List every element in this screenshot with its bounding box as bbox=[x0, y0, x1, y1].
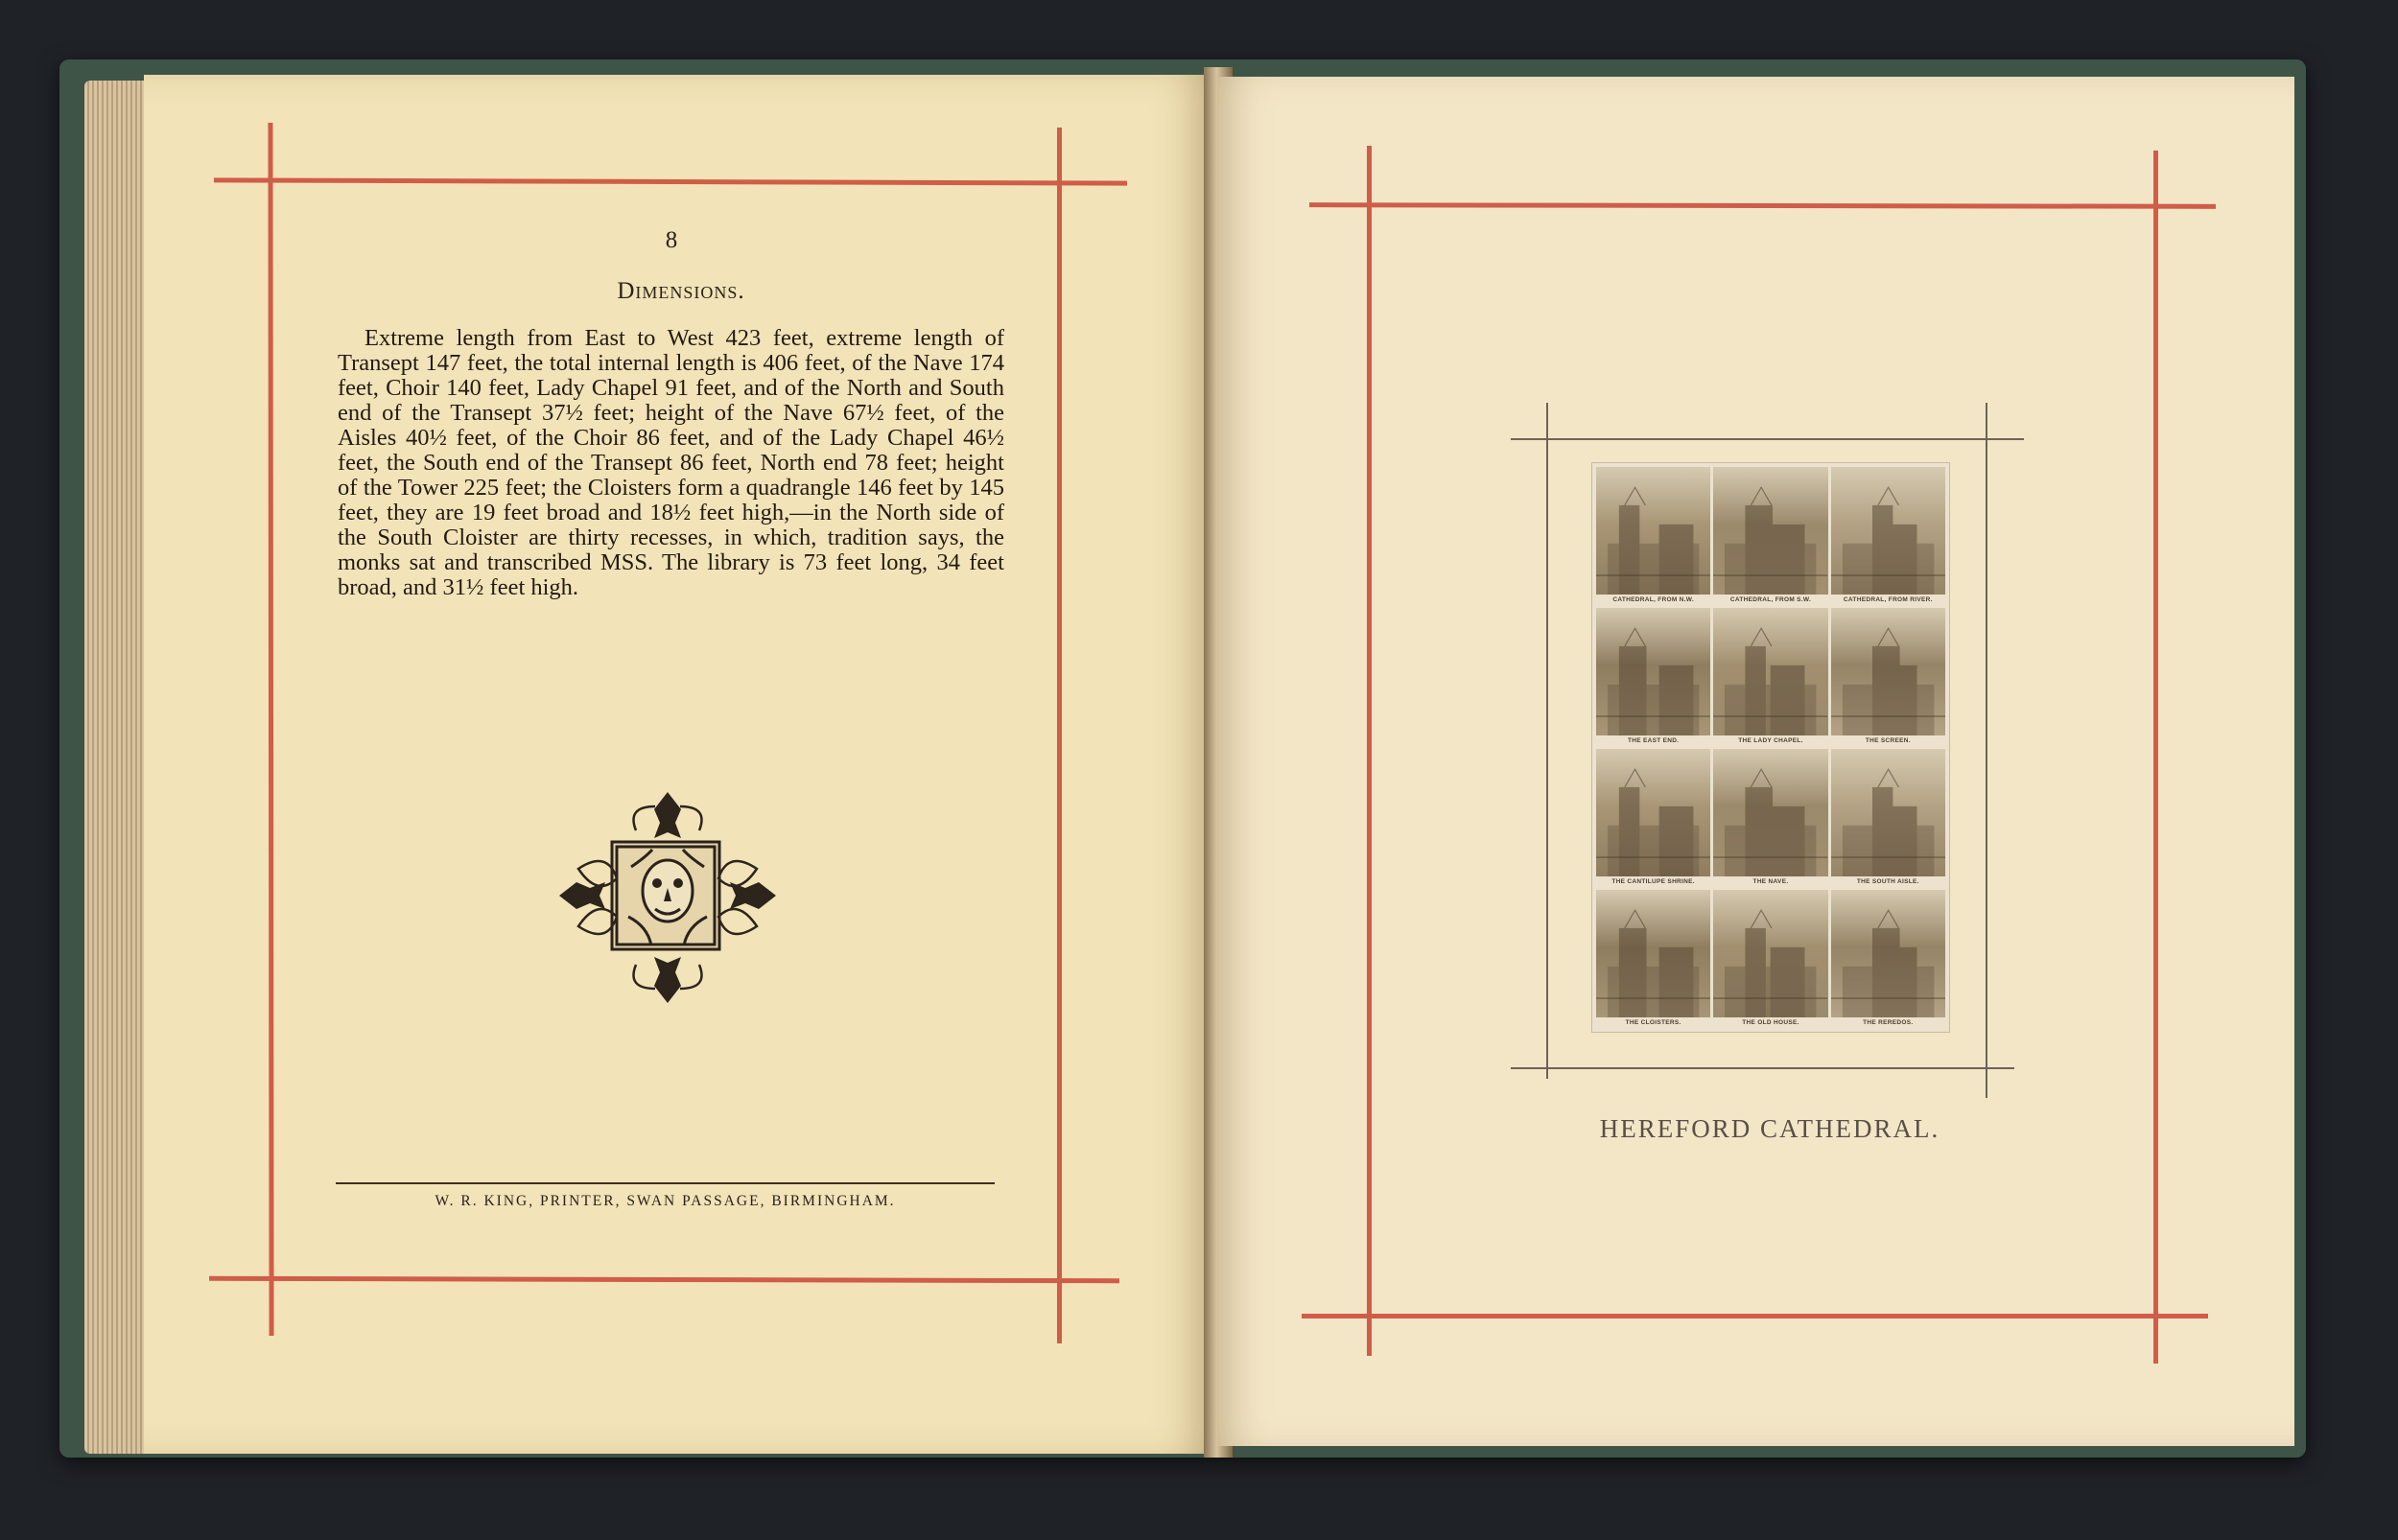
photo-caption: CATHEDRAL, FROM RIVER. bbox=[1843, 596, 1933, 603]
plate-photo bbox=[1831, 467, 1945, 605]
photo-caption: THE REREDOS. bbox=[1863, 1019, 1914, 1026]
plate-photo bbox=[1713, 467, 1827, 605]
plate-photo bbox=[1713, 749, 1827, 887]
photo-caption: CATHEDRAL, FROM S.W. bbox=[1729, 596, 1812, 603]
photo-image bbox=[1596, 608, 1710, 735]
photo-image bbox=[1596, 749, 1710, 876]
section-heading: Dimensions. bbox=[617, 278, 745, 304]
photo-caption: THE NAVE. bbox=[1752, 878, 1789, 885]
photo-caption: THE SOUTH AISLE. bbox=[1856, 878, 1919, 885]
photo-image bbox=[1831, 749, 1945, 876]
photo-caption: THE OLD HOUSE. bbox=[1742, 1019, 1799, 1026]
plate-photo bbox=[1831, 890, 1945, 1028]
plate-photo bbox=[1713, 890, 1827, 1028]
photo-image bbox=[1831, 890, 1945, 1017]
printer-divider bbox=[336, 1182, 995, 1184]
plate-photo bbox=[1596, 749, 1710, 887]
photo-image bbox=[1831, 608, 1945, 735]
dimensions-paragraph: Extreme length from East to West 423 feet, extreme length of Transept 147 feet, the total internal length is 406 feet, of the Nave 174 feet, Choir 140 feet, Lady Chapel 91 feet, and of the North and South end of the Transept 37½ feet; height of the Nave 67½ feet, of the Aisles 40½ feet, of the Choir 86 feet, and of the Lady Chapel 46½ feet, the South end of the Transept 86 feet, North end 78 feet; height of the Tower 225 feet; the Cloisters form a quadrangle 146 feet by 145 feet, they are 19 feet broad and 18½ feet high,—in the North side of the South Cloister are thirty recesses, in which, tradition says, the monks sat and transcribed MSS. The library is 73 feet long, 34 feet broad, and 31½ feet high. bbox=[338, 325, 1004, 600]
plate-line-right bbox=[1986, 403, 1987, 1098]
right-bottom-rule bbox=[1302, 1314, 2208, 1318]
photo-caption: CATHEDRAL, FROM N.W. bbox=[1612, 596, 1694, 603]
plate-photo bbox=[1713, 608, 1827, 746]
plate-photo bbox=[1596, 608, 1710, 746]
ornament-vignette bbox=[559, 792, 776, 1003]
photo-image bbox=[1713, 608, 1827, 735]
photo-image bbox=[1713, 749, 1827, 876]
right-right-rule bbox=[2153, 151, 2158, 1364]
photo-caption: THE EAST END. bbox=[1627, 737, 1680, 744]
photo-plate bbox=[1591, 462, 1950, 1033]
photo-caption: THE SCREEN. bbox=[1865, 737, 1911, 744]
plate-caption: HEREFORD CATHEDRAL. bbox=[1599, 1114, 1940, 1143]
photo-image bbox=[1831, 467, 1945, 595]
page-number: 8 bbox=[665, 227, 678, 253]
right-left-rule bbox=[1367, 146, 1372, 1356]
plate-photo bbox=[1831, 749, 1945, 887]
left-right-rule bbox=[1057, 128, 1062, 1343]
plate-photo bbox=[1596, 890, 1710, 1028]
left-page-edges bbox=[84, 81, 152, 1454]
plate-photo bbox=[1831, 608, 1945, 746]
plate-line-bottom bbox=[1511, 1067, 2014, 1069]
printer-imprint: W. R. KING, PRINTER, SWAN PASSAGE, BIRMINGHAM. bbox=[435, 1193, 896, 1209]
photo-image bbox=[1596, 890, 1710, 1017]
photo-image bbox=[1713, 467, 1827, 595]
photo-image bbox=[1596, 467, 1710, 595]
photo-caption: THE CANTILUPE SHRINE. bbox=[1611, 878, 1695, 885]
photo-caption: THE CLOISTERS. bbox=[1625, 1019, 1681, 1026]
plate-line-top bbox=[1511, 438, 2024, 440]
photo-image bbox=[1713, 890, 1827, 1017]
plate-photo bbox=[1596, 467, 1710, 605]
photo-caption: THE LADY CHAPEL. bbox=[1738, 737, 1803, 744]
plate-line-left bbox=[1546, 403, 1548, 1079]
